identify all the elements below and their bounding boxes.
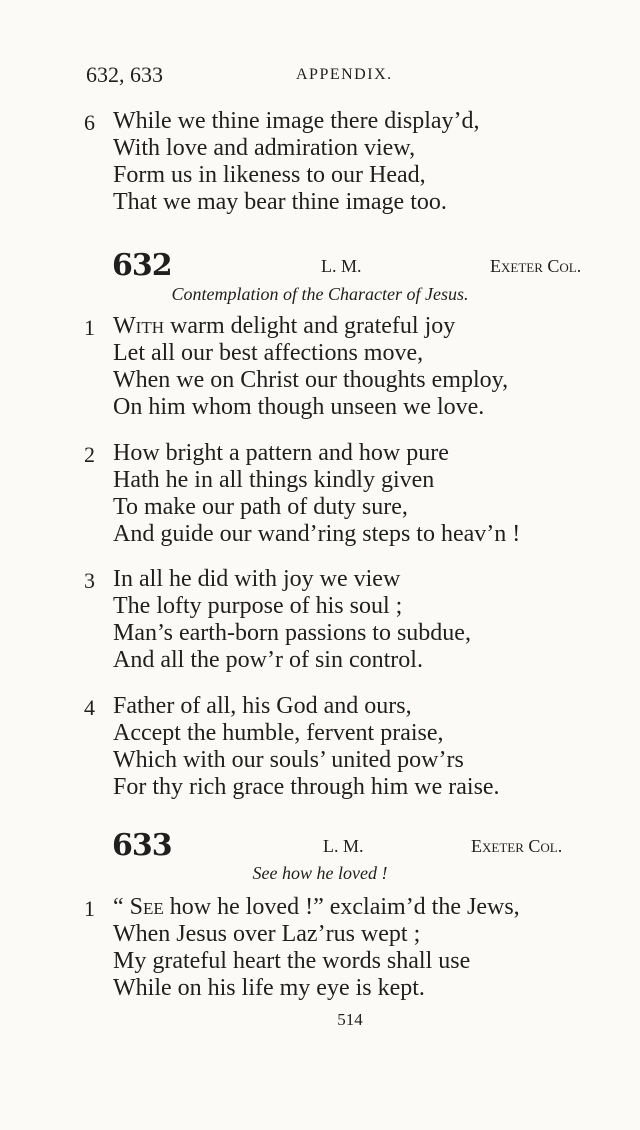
verse-line (113, 894, 520, 921)
verse-line: Which with our souls’ united pow’rs (113, 747, 464, 773)
verse-line: To make our path of duty sure, (113, 494, 408, 520)
verse-line-rest: how he loved !” exclaim’d the Jews, (163, 894, 520, 920)
verse-line: Form us in likeness to our Head, (113, 162, 426, 188)
verse-line: For thy rich grace through him we raise. (113, 774, 500, 800)
stanza-number: 6 (84, 110, 95, 135)
open-quote: “ (113, 894, 130, 920)
stanza-number: 1 (84, 315, 95, 340)
hymn-633-heading (0, 828, 640, 863)
initial-word: With (113, 313, 164, 339)
verse-line: In all he did with joy we view (113, 566, 401, 592)
verse-line: Let all our best affections move, (113, 340, 424, 366)
verse-line: While on his life my eye is kept. (113, 975, 425, 1001)
page-number: 514 (337, 1010, 363, 1029)
section-title: APPENDIX. (296, 66, 393, 83)
verse-line: Father of all, his God and ours, (113, 693, 412, 719)
verse-line: The lofty purpose of his soul ; (113, 593, 403, 619)
verse-line: That we may bear thine image too. (113, 189, 447, 215)
stanza-number: 3 (84, 568, 95, 593)
hymn-632-subtitle: Contemplation of the Character of Jesus. (171, 284, 469, 304)
hymn-tune: Exeter Col. (490, 256, 582, 276)
verse-line: And guide our wand’ring steps to heav’n ! (113, 521, 521, 547)
hymn-633-subtitle: See how he loved ! (252, 863, 388, 883)
verse-line: Hath he in all things kindly given (113, 467, 435, 493)
hymn-number-range: 632, 633 (86, 62, 163, 87)
running-head (86, 62, 600, 92)
verse-line-rest: warm delight and grateful joy (163, 313, 456, 339)
hymn-tune: Exeter Col. (471, 836, 563, 856)
verse-line: On him whom though unseen we love. (113, 394, 485, 420)
verse-line: While we thine image there display’d, (113, 108, 480, 134)
hymn-meter: L. M. (323, 836, 364, 856)
hymn-number: 632 (112, 248, 172, 283)
verse-line: How bright a pattern and how pure (113, 440, 449, 466)
stanza-number: 1 (84, 896, 95, 921)
verse-line (113, 313, 455, 340)
verse-line: Man’s earth-born passions to subdue, (113, 620, 471, 646)
initial-word: See (129, 894, 164, 920)
verse-line: When we on Christ our thoughts employ, (113, 367, 509, 393)
hymn-meter: L. M. (321, 256, 362, 276)
stanza-number: 4 (84, 695, 95, 720)
stanza-number: 2 (84, 442, 95, 467)
verse-line: Accept the humble, fervent praise, (113, 720, 444, 746)
verse-line: With love and admiration view, (113, 135, 416, 161)
hymn-632-heading (0, 248, 640, 283)
verse-line: My grateful heart the words shall use (113, 948, 471, 974)
verse-line: And all the pow’r of sin control. (113, 647, 423, 673)
hymn-number: 633 (112, 828, 172, 863)
verse-line: When Jesus over Laz’rus wept ; (113, 921, 421, 947)
